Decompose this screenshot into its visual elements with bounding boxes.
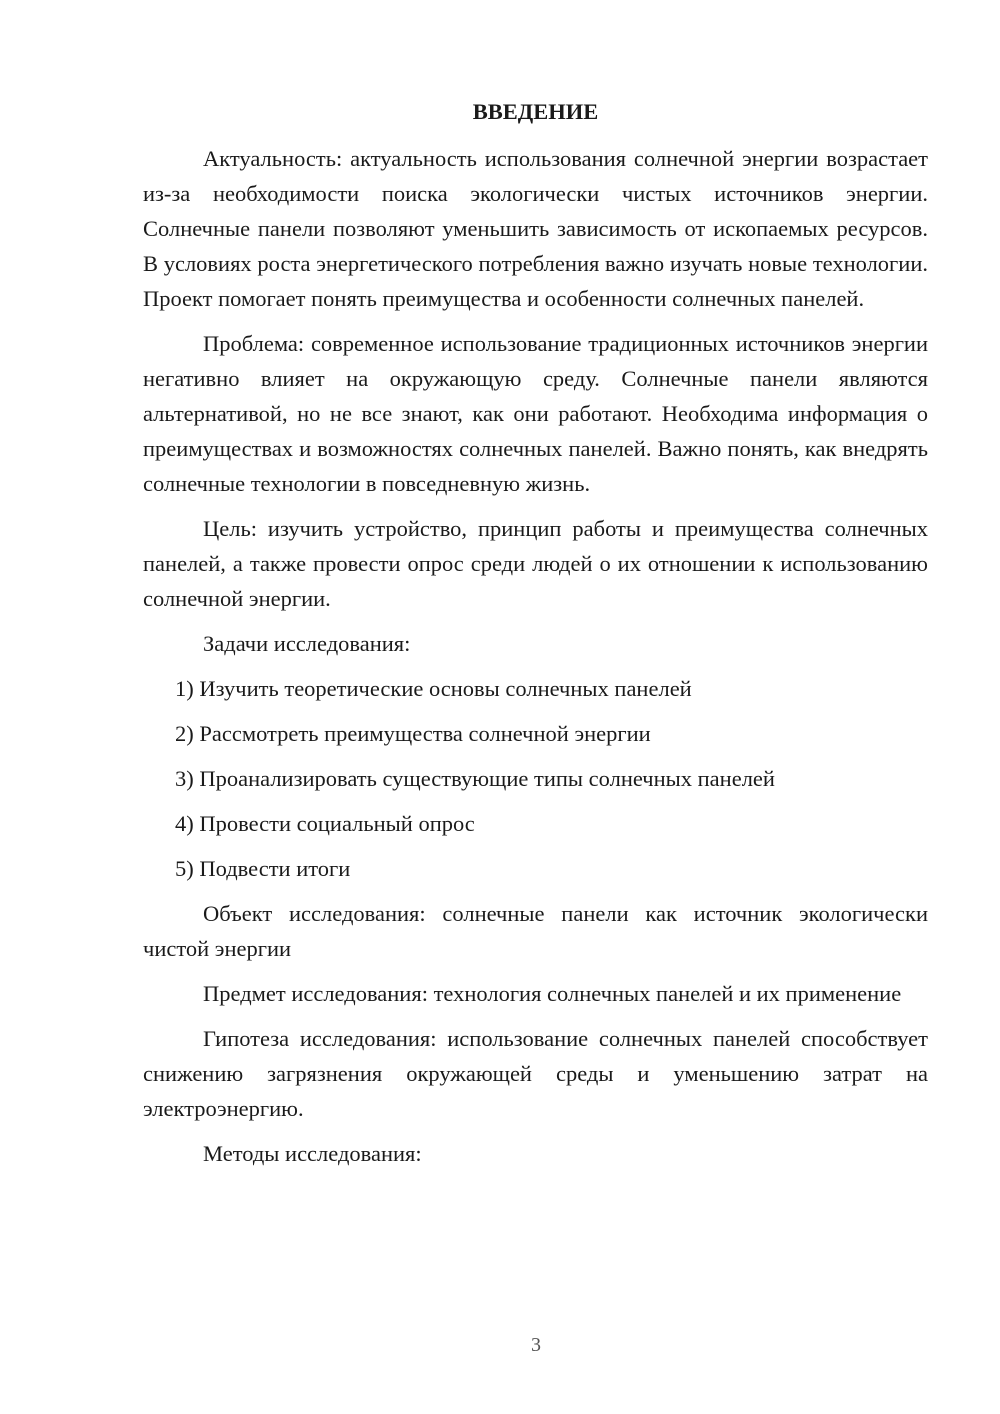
list-item: 4) Провести социальный опрос [175,811,475,836]
hypothesis-paragraph: Гипотеза исследования: использование солнечных панелей способствует снижению загрязнения окружающей среды и уменьшению затрат на электроэнергию. [143,1026,928,1121]
goal-paragraph: Цель: изучить устройство, принцип работы и преимущества солнечных панелей, а также провести опрос среди людей о их отношении к использованию солнечной энергии. [143,516,928,611]
section-title: ВВЕДЕНИЕ [472,99,599,124]
subject-paragraph: Предмет исследования: технология солнечных панелей и их применение [203,981,902,1006]
list-item: 3) Проанализировать существующие типы солнечных панелей [175,766,775,791]
problem-paragraph: Проблема: современное использование традиционных источников энергии негативно влияет на окружающую среду. Солнечные панели являются альтернативой, но не все знают, как они работают. Необходима информация о преимуществах и возможностях солнечных панелей. Важно понять, как внедрять солнечные технологии в повседневную жизнь. [143,331,928,496]
list-item: 2) Рассмотреть преимущества солнечной энергии [175,721,651,746]
page-content [143,94,928,1181]
object-paragraph: Объект исследования: солнечные панели как источник экологически чистой энергии [143,901,928,961]
methods-heading: Методы исследования: [203,1141,422,1166]
list-item: 1) Изучить теоретические основы солнечных панелей [175,676,692,701]
page-number: 3 [531,1334,541,1356]
list-item: 5) Подвести итоги [175,856,351,881]
tasks-list [143,671,928,886]
tasks-heading: Задачи исследования: [203,631,411,656]
relevance-paragraph: Актуальность: актуальность использования солнечной энергии возрастает из-за необходимости поиска экологически чистых источников энергии. Солнечные панели позволяют уменьшить зависимость от ископаемых ресурсов. В условиях роста энергетического потребления важно изучать новые технологии. Проект помогает понять преимущества и особенности солнечных панелей. [143,146,928,311]
